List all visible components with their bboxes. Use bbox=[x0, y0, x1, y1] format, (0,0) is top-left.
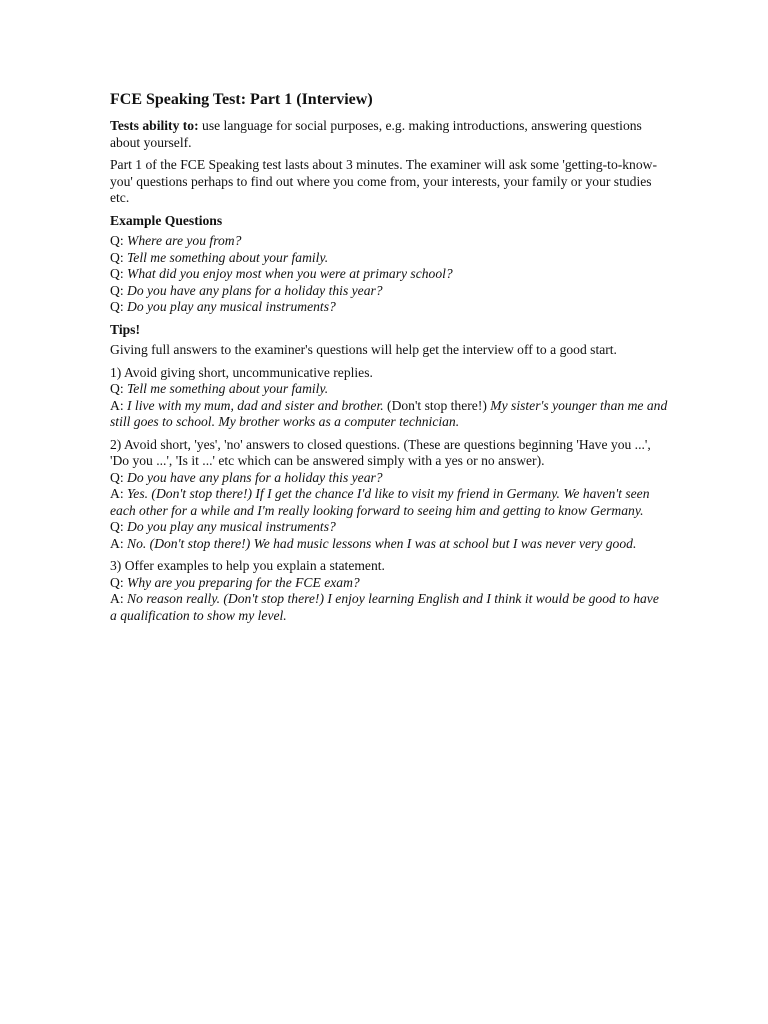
example-question bbox=[110, 266, 668, 283]
a-prefix: A: bbox=[110, 591, 127, 606]
a-prefix: A: bbox=[110, 535, 127, 551]
q-prefix: Q: bbox=[110, 282, 127, 298]
example-question bbox=[110, 299, 668, 316]
tip-1 bbox=[110, 365, 668, 431]
tests-ability-text: use language for social purposes, e.g. making introductions, answering questions about yourself. bbox=[110, 118, 642, 150]
q-prefix: Q: bbox=[110, 249, 127, 265]
tip-question bbox=[110, 519, 668, 536]
tip-question bbox=[110, 575, 668, 592]
example-questions-heading: Example Questions bbox=[110, 212, 223, 228]
tips-heading: Tips! bbox=[110, 321, 140, 337]
q-prefix: Q: bbox=[110, 519, 127, 534]
a-prefix: A: bbox=[110, 486, 127, 501]
tests-ability-paragraph bbox=[110, 118, 668, 151]
tip-3 bbox=[110, 558, 668, 624]
tip-answer bbox=[110, 536, 668, 553]
question-text: Why are you preparing for the FCE exam? bbox=[127, 574, 360, 590]
q-prefix: Q: bbox=[110, 299, 127, 314]
example-question bbox=[110, 250, 668, 267]
question-text: Tell me something about your family. bbox=[127, 249, 329, 265]
example-question bbox=[110, 283, 668, 300]
answer-text: No. (Don't stop there!) We had music lessons when I was at school but I was never very good. bbox=[127, 535, 637, 551]
tips-intro: Giving full answers to the examiner's questions will help get the interview off to a good start. bbox=[110, 342, 617, 357]
a-prefix: A: bbox=[110, 397, 127, 413]
question-text: Do you have any plans for a holiday this year? bbox=[127, 469, 383, 485]
q-prefix: Q: bbox=[110, 574, 127, 590]
tip-title: 2) Avoid short, 'yes', 'no' answers to closed questions. (These are questions beginning 'Have you ...', 'Do you ...', 'Is it ...' etc which can be answered simply with a yes or no answer). bbox=[110, 436, 651, 468]
example-question bbox=[110, 233, 668, 250]
question-text: Tell me something about your family. bbox=[127, 381, 329, 396]
tip-title: 3) Offer examples to help you explain a statement. bbox=[110, 558, 385, 573]
answer-text: Yes. (Don't stop there!) If I get the chance I'd like to visit my friend in Germany. We haven't seen each other for a while and I'm really looking forward to seeing him and getting to know Germany. bbox=[110, 486, 650, 518]
tip-answer bbox=[110, 591, 668, 624]
answer-text-continued: My sister's younger than me and still goes to school. My brother works as a computer technician. bbox=[110, 397, 668, 429]
question-text: Do you have any plans for a holiday this year? bbox=[127, 282, 383, 298]
tip-title: 1) Avoid giving short, uncommunicative replies. bbox=[110, 364, 373, 380]
tip-question bbox=[110, 381, 668, 398]
tip-2 bbox=[110, 437, 668, 553]
tests-ability-label: Tests ability to: bbox=[110, 118, 199, 133]
tip-answer bbox=[110, 486, 668, 519]
answer-note: (Don't stop there!) bbox=[383, 397, 491, 413]
answer-text: I live with my mum, dad and sister and brother. bbox=[127, 397, 384, 413]
question-text: Do you play any musical instruments? bbox=[127, 299, 336, 314]
intro-paragraph: Part 1 of the FCE Speaking test lasts about 3 minutes. The examiner will ask some 'getting-to-know-you' questions perhaps to find out where you come from, your interests, your family or your studies etc. bbox=[110, 157, 657, 205]
q-prefix: Q: bbox=[110, 266, 127, 281]
question-text: Where are you from? bbox=[127, 233, 242, 248]
q-prefix: Q: bbox=[110, 381, 127, 396]
q-prefix: Q: bbox=[110, 233, 127, 248]
answer-text: No reason really. (Don't stop there!) I enjoy learning English and I think it would be good to have a qualification to show my level. bbox=[110, 591, 659, 623]
example-questions-list bbox=[110, 233, 668, 316]
tip-answer bbox=[110, 398, 668, 431]
question-text: What did you enjoy most when you were at primary school? bbox=[127, 266, 453, 281]
tip-question bbox=[110, 470, 668, 487]
question-text: Do you play any musical instruments? bbox=[127, 519, 336, 534]
q-prefix: Q: bbox=[110, 469, 127, 485]
page-title: FCE Speaking Test: Part 1 (Interview) bbox=[110, 91, 373, 108]
